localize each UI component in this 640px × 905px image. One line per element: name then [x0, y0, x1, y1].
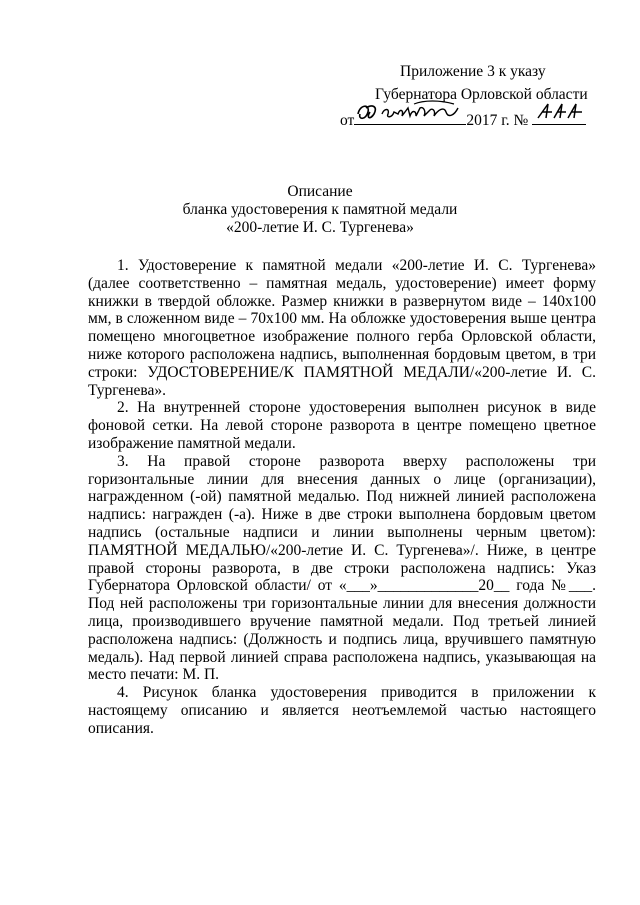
- date-suffix: 2017 г. №: [466, 112, 529, 129]
- document-title: [0, 183, 640, 237]
- appendix-line-2: Губернатора Орловской области: [375, 86, 588, 103]
- title-line-2: бланка удостоверения к памятной медали: [182, 201, 458, 218]
- title-line-3: «200-летие И. С. Тургенева»: [226, 219, 414, 236]
- document-body: [88, 257, 596, 738]
- handwritten-number-signature: [532, 106, 586, 125]
- date-prefix: от: [340, 112, 355, 129]
- paragraph-3: 3. На правой стороне разворота вверху расположены три горизонтальные линии для внесения данных о лице (организации), награжденном (-ой) памятной медалью. Под нижней линией расположена надпись: награжден (-а). Ниже в две строки выполнена бордовым цветом надпись (остальные надписи и линии выполнены черным цветом): ПАМЯТНОЙ МЕДАЛЬЮ/«200-летие И. С. Тургенева»/. Ниже, в центре правой стороны разворота, в две строки расположена надпись: Указ Губернатора Орловской области/ от «___»_____________20__ года №___. Под ней расположены три горизонтальные линии для внесения должности лица, производившего вручение памятной медали. Под третьей линией расположена надпись: (Должность и подпись лица, вручившего памятную медаль). Над первой линией справа расположена надпись, указывающая на место печати: М. П.: [88, 452, 596, 684]
- appendix-header: [340, 60, 600, 132]
- handwritten-date-signature: [354, 106, 466, 125]
- appendix-date-line: [340, 106, 600, 132]
- title-line-1: Описание: [287, 183, 353, 200]
- paragraph-4: 4. Рисунок бланка удостоверения приводится в приложении к настоящему описанию и является неотъемлемой частью настоящего описания.: [88, 684, 596, 737]
- paragraph-2: 2. На внутренней стороне удостоверения выполнен рисунок в виде фоновой сетки. На левой стороне разворота в центре помещено цветное изображение памятной медали.: [88, 399, 596, 452]
- paragraph-1: 1. Удостоверение к памятной медали «200-летие И. С. Тургенева» (далее соответственно – памятная медаль, удостоверение) имеет форму книжки в твердой обложке. Размер книжки в развернутом виде – 140х100 мм, в сложенном виде – 70х100 мм. На обложке удостоверения выше центра помещено многоцветное изображение полного герба Орловской области, ниже которого расположена надпись, выполненная бордовым цветом, в три строки: УДОСТОВЕРЕНИЕ/К ПАМЯТНОЙ МЕДАЛИ/«200-летие И. С. Тургенева».: [88, 257, 596, 399]
- appendix-line-1: Приложение 3 к указу: [400, 63, 546, 80]
